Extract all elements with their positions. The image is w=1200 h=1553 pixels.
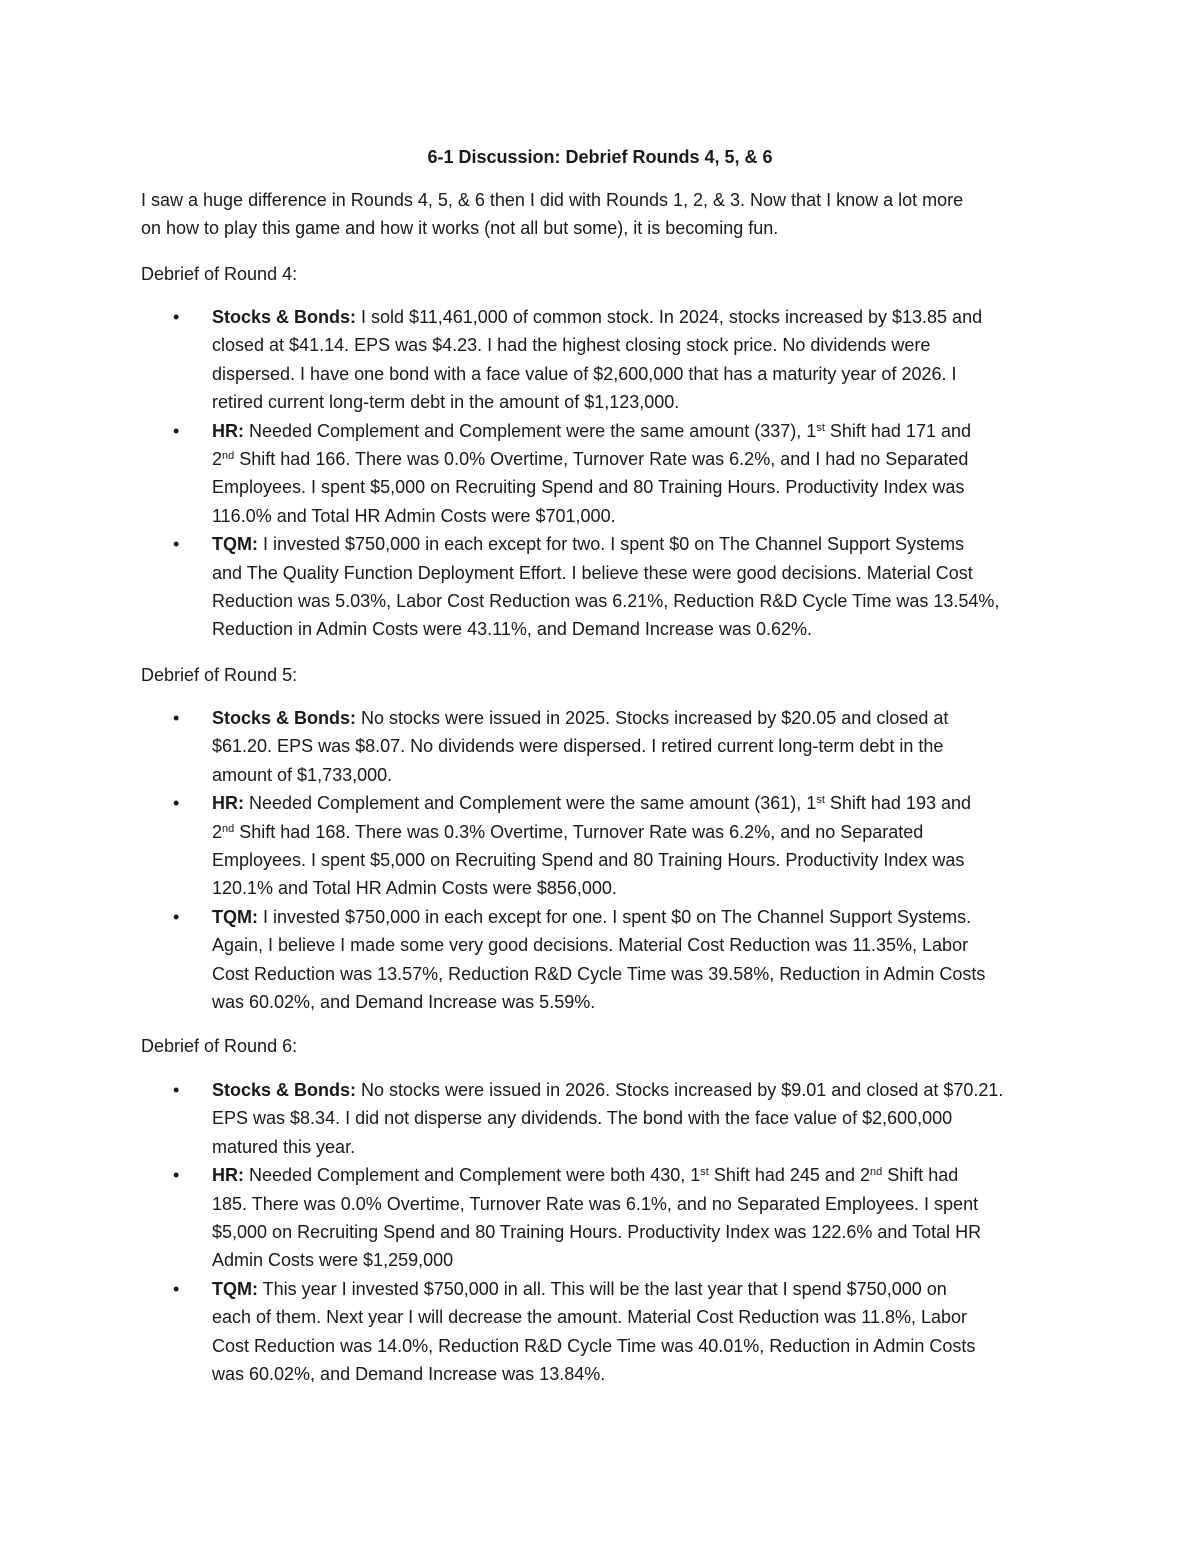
list-item: • TQM: This year I invested $750,000 in all. This will be the last year that I spend $750,000 on each of them. Next year I will decrease the amount. Material Cost Reduction was 11.8%, Labor Cost Reduction was 14.0%, Reduction R&D Cycle Time was 40.01%, Reduction in Admin Costs was 60.02%, and Demand Increase was 13.84%. xyxy=(141,1275,1061,1389)
item-label: HR: xyxy=(212,793,244,814)
list-item: • HR: Needed Complement and Complement were both 430, 1st Shift had 245 and 2nd Shift had 185. There was 0.0% Overtime, Turnover Rate was 6.1%, and no Separated Employees. I spent $5,000 on Recruiting Spend and 80 Training Hours. Productivity Index was 122.6% and Total HR Admin Costs were $1,259,000 xyxy=(141,1161,1061,1275)
item-label: TQM: xyxy=(212,1278,258,1299)
intro-paragraph xyxy=(141,186,1061,243)
list-item: • Stocks & Bonds: No stocks were issued in 2026. Stocks increased by $9.01 and closed at $70.21. EPS was $8.34. I did not disperse any dividends. The bond with the face value of $2,600,000 matured this year. xyxy=(141,1076,1061,1161)
bullet-icon: • xyxy=(173,1080,180,1100)
round-5-heading: Debrief of Round 5: xyxy=(141,665,298,685)
list-item: • TQM: I invested $750,000 in each except for one. I spent $0 on The Channel Support Systems. Again, I believe I made some very good decisions. Material Cost Reduction was 11.35%, Labor Cost Reduction was 13.57%, Reduction R&D Cycle Time was 39.58%, Reduction in Admin Costs was 60.02%, and Demand Increase was 5.59%. xyxy=(141,903,1061,1017)
round-4-list xyxy=(141,303,1061,644)
item-label: Stocks & Bonds: xyxy=(212,1080,357,1100)
bullet-icon: • xyxy=(173,793,180,814)
bullet-icon: • xyxy=(173,708,180,728)
round-4-heading: Debrief of Round 4: xyxy=(141,264,298,284)
intro-line: on how to play this game and how it works (not all but some), it is becoming fun. xyxy=(141,218,779,239)
bullet-icon: • xyxy=(173,1278,180,1299)
list-item: • Stocks & Bonds: No stocks were issued in 2025. Stocks increased by $20.05 and closed at $61.20. EPS was $8.07. No dividends were dispersed. I retired current long-term debt in the amount of $1,733,000. xyxy=(141,704,1061,789)
document-title: 6-1 Discussion: Debrief Rounds 4, 5, & 6 xyxy=(427,147,773,167)
bullet-icon: • xyxy=(173,534,180,555)
round-6-heading: Debrief of Round 6: xyxy=(141,1036,298,1056)
bullet-icon: • xyxy=(173,906,180,927)
round-5-list xyxy=(141,704,1061,1016)
item-label: HR: xyxy=(212,1165,244,1186)
item-label: TQM: xyxy=(212,906,258,927)
item-label: Stocks & Bonds: xyxy=(212,708,357,728)
item-label: HR: xyxy=(212,420,244,441)
list-item: • HR: Needed Complement and Complement were the same amount (337), 1st Shift had 171 and 2nd Shift had 166. There was 0.0% Overtime, Turnover Rate was 6.2%, and I had no Separated Employees. I spent $5,000 on Recruiting Spend and 80 Training Hours. Productivity Index was 116.0% and Total HR Admin Costs were $701,000. xyxy=(141,417,1061,531)
bullet-icon: • xyxy=(173,420,180,441)
round-6-list xyxy=(141,1076,1061,1388)
item-label: Stocks & Bonds: xyxy=(212,307,357,327)
list-item: • HR: Needed Complement and Complement were the same amount (361), 1st Shift had 193 and 2nd Shift had 168. There was 0.3% Overtime, Turnover Rate was 6.2%, and no Separated Employees. I spent $5,000 on Recruiting Spend and 80 Training Hours. Productivity Index was 120.1% and Total HR Admin Costs were $856,000. xyxy=(141,789,1061,903)
item-label: TQM: xyxy=(212,534,258,555)
bullet-icon: • xyxy=(173,307,180,327)
bullet-icon: • xyxy=(173,1165,180,1186)
list-item: • Stocks & Bonds: I sold $11,461,000 of common stock. In 2024, stocks increased by $13.85 and closed at $41.14. EPS was $4.23. I had the highest closing stock price. No dividends were dispersed. I have one bond with a face value of $2,600,000 that has a maturity year of 2026. I retired current long-term debt in the amount of $1,123,000. xyxy=(141,303,1061,417)
intro-line: I saw a huge difference in Rounds 4, 5, & 6 then I did with Rounds 1, 2, & 3. Now that I know a lot more xyxy=(141,190,964,210)
list-item: • TQM: I invested $750,000 in each except for two. I spent $0 on The Channel Support Systems and The Quality Function Deployment Effort. I believe these were good decisions. Material Cost Reduction was 5.03%, Labor Cost Reduction was 6.21%, Reduction R&D Cycle Time was 13.54%, Reduction in Admin Costs were 43.11%, and Demand Increase was 0.62%. xyxy=(141,530,1061,644)
